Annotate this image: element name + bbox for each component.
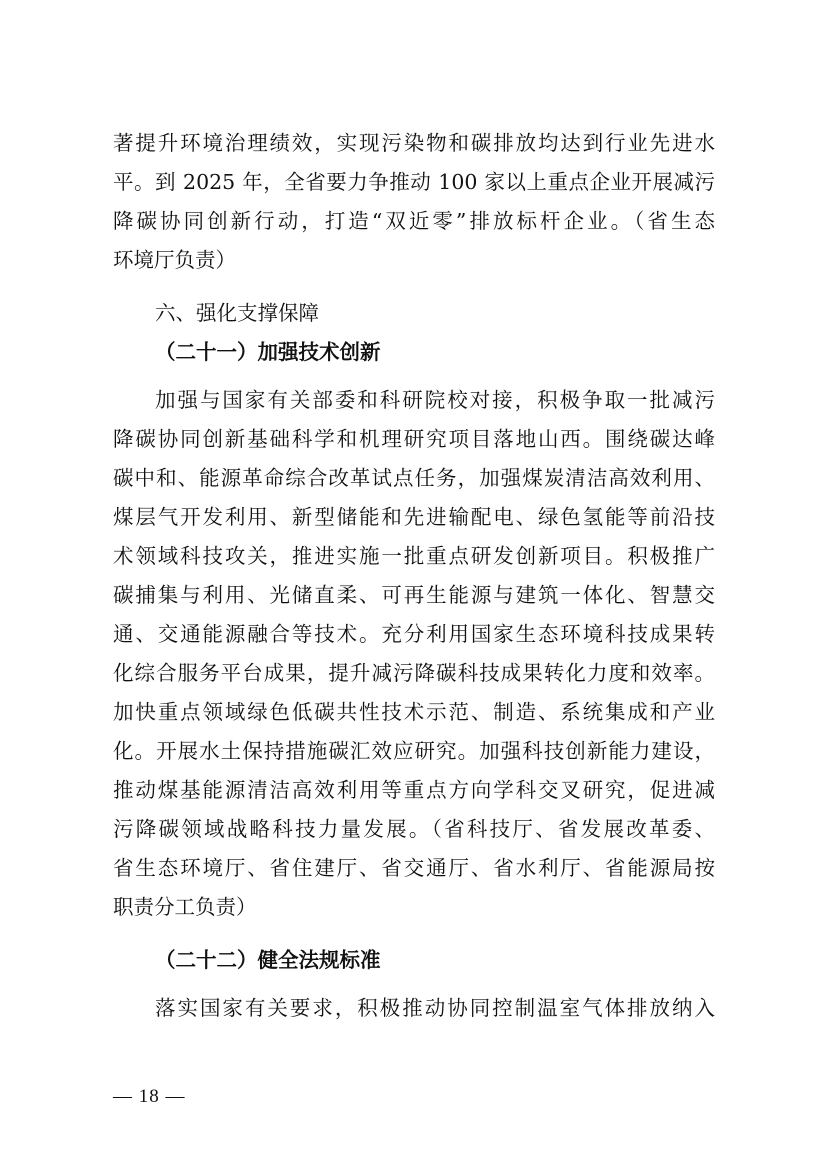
body-line: 污降碳领域战略科技力量发展。（省科技厅、省发展改革委、 [113, 817, 715, 841]
body-line: 降碳协同创新行动，打造“双近零”排放标杆企业。（省生态 [113, 209, 715, 233]
body-line: 降碳协同创新基础科学和机理研究项目落地山西。围绕碳达峰 [113, 427, 715, 451]
body-line: 化。开展水土保持措施碳汇效应研究。加强科技创新能力建设， [113, 739, 715, 763]
body-line: 落实国家有关要求，积极推动协同控制温室气体排放纳入 [155, 996, 715, 1020]
subsection-heading: （二十二）健全法规标准 [155, 948, 381, 972]
body-line: 术领域科技攻关，推进实施一批重点研发创新项目。积极推广 [113, 544, 715, 568]
page-number: — 18 — [113, 1086, 186, 1107]
body-line: 环境厅负责） [113, 248, 236, 272]
body-line: 碳捕集与利用、光储直柔、可再生能源与建筑一体化、智慧交 [113, 583, 715, 607]
body-line: 化综合服务平台成果，提升减污降碳科技成果转化力度和效率。 [113, 661, 715, 685]
body-line: 通、交通能源融合等技术。充分利用国家生态环境科技成果转 [113, 622, 715, 646]
body-line: 职责分工负责） [113, 895, 257, 919]
body-line: 推动煤基能源清洁高效利用等重点方向学科交叉研究，促进减 [113, 778, 715, 802]
body-line: 加强与国家有关部委和科研院校对接，积极争取一批减污 [155, 388, 715, 412]
body-line: 煤层气开发利用、新型储能和先进输配电、绿色氢能等前沿技 [113, 505, 715, 529]
body-line: 碳中和、能源革命综合改革试点任务，加强煤炭清洁高效利用、 [113, 466, 715, 490]
subsection-heading: （二十一）加强技术创新 [155, 340, 381, 364]
body-line: 省生态环境厅、省住建厅、省交通厅、省水利厅、省能源局按 [113, 856, 715, 880]
body-line: 平。到 2025 年，全省要力争推动 100 家以上重点企业开展减污 [113, 170, 715, 194]
section-heading: 六、强化支撑保障 [155, 301, 319, 325]
body-line: 著提升环境治理绩效，实现污染物和碳排放均达到行业先进水 [113, 131, 715, 155]
body-line: 加快重点领域绿色低碳共性技术示范、制造、系统集成和产业 [113, 700, 715, 724]
